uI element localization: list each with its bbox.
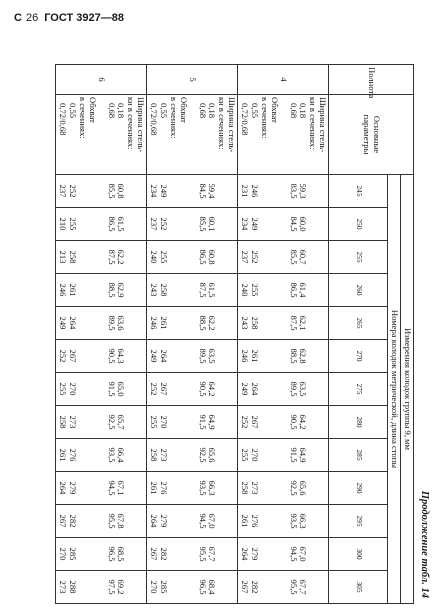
value-cell (238, 208, 329, 241)
table-row (56, 65, 147, 604)
value-cell (147, 241, 238, 274)
parameters-cell (238, 95, 329, 175)
header-last-numbers: Номера колодок метрической, длина стопы (388, 175, 401, 604)
value: 92,5 (288, 480, 299, 496)
value: 96,5 (106, 546, 117, 562)
table-body (56, 65, 329, 604)
value-cell (56, 373, 147, 406)
value: 267 (159, 382, 169, 396)
value: 273 (159, 448, 169, 462)
value: 60,0 (298, 216, 309, 232)
value: 279 (68, 481, 78, 495)
value-cell (238, 307, 329, 340)
value: 273 (58, 580, 69, 594)
value: 65,6 (298, 480, 309, 496)
parameter-line: в сечениях: (77, 97, 88, 139)
value: 255 (159, 250, 169, 264)
value: 249 (58, 316, 69, 330)
parameter-line: Обхват (87, 97, 98, 123)
value: 246 (149, 316, 160, 330)
value: 68,4 (207, 579, 218, 595)
value: 261 (250, 349, 260, 363)
table-row (238, 65, 329, 604)
size-header-265: 265 (329, 307, 388, 340)
value: 84,5 (197, 183, 208, 199)
value: 267 (250, 415, 260, 429)
parameter-line: 0,68 (197, 103, 208, 119)
value-cell (147, 175, 238, 208)
value-cell (56, 505, 147, 538)
parameters-cell (56, 95, 147, 175)
value-cell (56, 538, 147, 571)
parameter-line: 0,72/0,68 (240, 103, 251, 136)
rotated-table-block (17, 64, 432, 604)
size-header-300: 300 (329, 538, 388, 571)
value-cell (56, 208, 147, 241)
value: 255 (68, 217, 78, 231)
value: 258 (68, 250, 78, 264)
value: 276 (159, 481, 169, 495)
value: 90,5 (288, 414, 299, 430)
parameter-line: Ширина стель- (227, 97, 238, 153)
value: 261 (58, 448, 69, 462)
value: 97,5 (106, 579, 117, 595)
value: 87,5 (106, 249, 117, 265)
value: 64,2 (298, 414, 309, 430)
value: 89,5 (288, 381, 299, 397)
value-cell (238, 175, 329, 208)
value-cell (238, 439, 329, 472)
value: 91,5 (106, 381, 117, 397)
value: 279 (250, 547, 260, 561)
value-cell (238, 472, 329, 505)
value: 87,5 (197, 282, 208, 298)
value: 213 (58, 250, 69, 264)
value: 65,0 (116, 381, 127, 397)
value: 85,5 (197, 216, 208, 232)
value: 237 (149, 217, 160, 231)
value-cell (147, 307, 238, 340)
value: 249 (149, 349, 160, 363)
size-header-280: 280 (329, 406, 388, 439)
table-row (147, 65, 238, 604)
value-cell (56, 439, 147, 472)
parameter-line: Обхват (178, 97, 189, 123)
value: 60,8 (207, 249, 218, 265)
value: 210 (58, 217, 69, 231)
value: 91,5 (288, 447, 299, 463)
size-header-250: 250 (329, 208, 388, 241)
continuation-label: Продолжение табл. 14 (419, 490, 430, 598)
page-header (14, 12, 124, 24)
value: 255 (58, 382, 69, 396)
size-header-260: 260 (329, 274, 388, 307)
fullness-cell: 5 (147, 65, 238, 95)
value: 94,5 (197, 513, 208, 529)
size-header-270: 270 (329, 340, 388, 373)
value: 255 (250, 283, 260, 297)
value: 61,5 (207, 282, 218, 298)
value-cell (56, 571, 147, 604)
value-cell (238, 505, 329, 538)
value: 261 (159, 316, 169, 330)
value: 252 (250, 250, 260, 264)
parameter-line: 0,55 (68, 103, 78, 119)
value: 64,9 (207, 414, 218, 430)
value-cell (238, 241, 329, 274)
value: 240 (149, 250, 160, 264)
value: 261 (68, 283, 78, 297)
value: 270 (58, 547, 69, 561)
value: 270 (250, 448, 260, 462)
parameter-line: 0,18 (116, 103, 127, 119)
value-cell (147, 340, 238, 373)
value: 252 (58, 349, 69, 363)
value-cell (56, 406, 147, 439)
value: 67,0 (207, 513, 218, 529)
value-cell (238, 571, 329, 604)
value: 96,5 (197, 579, 208, 595)
value: 67,8 (116, 513, 127, 529)
parameter-line: ки в сечениях: (126, 97, 137, 150)
value: 93,5 (106, 447, 117, 463)
value: 258 (240, 481, 251, 495)
value: 276 (250, 514, 260, 528)
value: 62,8 (298, 348, 309, 364)
value: 88,5 (197, 315, 208, 331)
value: 65,6 (207, 447, 218, 463)
value: 264 (149, 514, 160, 528)
value: 95,5 (106, 513, 117, 529)
value-cell (56, 241, 147, 274)
value: 64,9 (298, 447, 309, 463)
value: 237 (240, 250, 251, 264)
value: 88,5 (288, 348, 299, 364)
value-cell (147, 274, 238, 307)
value: 255 (240, 448, 251, 462)
header-parameters: Основные параметры (329, 95, 414, 175)
value: 264 (159, 349, 169, 363)
size-header-305: 305 (329, 571, 388, 604)
value-cell (56, 175, 147, 208)
value: 89,5 (106, 315, 117, 331)
value-cell (147, 406, 238, 439)
value: 243 (240, 316, 251, 330)
value: 237 (58, 184, 69, 198)
value: 86,5 (197, 249, 208, 265)
parameter-line: 0,18 (207, 103, 218, 119)
size-header-295: 295 (329, 505, 388, 538)
value: 270 (68, 382, 78, 396)
header-group-measurements: Измерения колодок группы 9, мм (401, 175, 414, 604)
value: 95,5 (288, 579, 299, 595)
value: 261 (149, 481, 160, 495)
standard-title: ГОСТ 3927—88 (44, 12, 125, 24)
value: 246 (58, 283, 69, 297)
value: 62,9 (116, 282, 127, 298)
value: 92,5 (197, 447, 208, 463)
value: 249 (159, 184, 169, 198)
value: 252 (240, 415, 251, 429)
parameters-cell (147, 95, 238, 175)
value: 267 (58, 514, 69, 528)
parameter-line: ки в сечениях: (308, 97, 319, 150)
value: 264 (240, 547, 251, 561)
parameter-line: Обхват (269, 97, 280, 123)
value: 282 (159, 547, 169, 561)
value: 69,2 (116, 579, 127, 595)
value: 243 (149, 283, 160, 297)
value: 86,5 (288, 282, 299, 298)
value: 90,5 (106, 348, 117, 364)
value: 61,5 (116, 216, 127, 232)
parameter-line: 0,68 (288, 103, 299, 119)
size-header-275: 275 (329, 373, 388, 406)
value: 249 (250, 217, 260, 231)
fullness-cell: 4 (238, 65, 329, 95)
parameter-line: 0,72/0,68 (58, 103, 69, 136)
value: 93,5 (197, 480, 208, 496)
value: 264 (250, 382, 260, 396)
value: 94,5 (288, 546, 299, 562)
value: 93,5 (288, 513, 299, 529)
value-cell (56, 472, 147, 505)
value: 89,5 (197, 348, 208, 364)
value: 92,5 (106, 414, 117, 430)
value: 87,5 (288, 315, 299, 331)
parameter-line: Ширина стель- (318, 97, 329, 153)
parameter-line: 0,72/0,68 (149, 103, 160, 136)
value: 234 (240, 217, 251, 231)
value: 65,7 (116, 414, 127, 430)
value-cell (147, 439, 238, 472)
value: 270 (149, 580, 160, 594)
value: 68,5 (116, 546, 127, 562)
value: 258 (58, 415, 69, 429)
value: 240 (240, 283, 251, 297)
value: 252 (149, 382, 160, 396)
value-cell (238, 274, 329, 307)
value-cell (238, 340, 329, 373)
value: 267 (68, 349, 78, 363)
value-cell (238, 373, 329, 406)
value: 66,3 (298, 513, 309, 529)
value: 62,2 (207, 315, 218, 331)
size-header-290: 290 (329, 472, 388, 505)
value: 85,5 (106, 183, 117, 199)
fullness-cell: 6 (56, 65, 147, 95)
value: 63,6 (116, 315, 127, 331)
value: 264 (68, 316, 78, 330)
value: 62,2 (116, 249, 127, 265)
value-cell (147, 538, 238, 571)
value-cell (147, 373, 238, 406)
value: 273 (250, 481, 260, 495)
value: 279 (159, 514, 169, 528)
value: 267 (240, 580, 251, 594)
value: 67,0 (298, 546, 309, 562)
value-cell (147, 472, 238, 505)
value: 60,1 (207, 216, 218, 232)
size-header-255: 255 (329, 241, 388, 274)
page-number: 26 (25, 12, 39, 24)
value: 282 (250, 580, 260, 594)
value-cell (147, 208, 238, 241)
value: 66,4 (116, 447, 127, 463)
value: 276 (68, 448, 78, 462)
value: 64,2 (207, 381, 218, 397)
value: 252 (68, 184, 78, 198)
value: 86,5 (106, 216, 117, 232)
header-letter: С (14, 12, 22, 24)
value: 258 (149, 448, 160, 462)
value: 258 (159, 283, 169, 297)
value-cell (147, 571, 238, 604)
value: 282 (68, 514, 78, 528)
parameter-line: 0,55 (159, 103, 169, 119)
size-header-245: 245 (329, 175, 388, 208)
value: 252 (159, 217, 169, 231)
value: 84,5 (288, 216, 299, 232)
value: 91,5 (197, 414, 208, 430)
value-cell (238, 538, 329, 571)
value: 59,4 (207, 183, 218, 199)
value: 90,5 (197, 381, 208, 397)
value: 85,5 (288, 249, 299, 265)
value: 95,5 (197, 546, 208, 562)
value: 285 (159, 580, 169, 594)
value: 249 (240, 382, 251, 396)
parameter-line: 0,68 (106, 103, 117, 119)
value: 64,3 (116, 348, 127, 364)
value-cell (238, 406, 329, 439)
value: 60,8 (116, 183, 127, 199)
value: 255 (149, 415, 160, 429)
value: 67,1 (116, 480, 127, 496)
value: 63,5 (298, 381, 309, 397)
value: 258 (250, 316, 260, 330)
value: 94,5 (106, 480, 117, 496)
value-cell (147, 505, 238, 538)
header-fullness: Полнота (329, 65, 414, 95)
value: 270 (159, 415, 169, 429)
value: 288 (68, 580, 78, 594)
value: 67,7 (207, 546, 218, 562)
value: 63,5 (207, 348, 218, 364)
value: 264 (58, 481, 69, 495)
value-cell (56, 307, 147, 340)
value: 62,1 (298, 315, 309, 331)
value: 88,5 (106, 282, 117, 298)
value: 61,4 (298, 282, 309, 298)
value-cell (56, 274, 147, 307)
value-cell (56, 340, 147, 373)
value: 59,3 (298, 183, 309, 199)
value: 234 (149, 184, 160, 198)
value: 60,7 (298, 249, 309, 265)
value: 83,5 (288, 183, 299, 199)
parameter-line: в сечениях: (259, 97, 270, 139)
value: 273 (68, 415, 78, 429)
size-table (55, 64, 414, 604)
parameter-line: 0,18 (298, 103, 309, 119)
parameter-line: в сечениях: (168, 97, 179, 139)
parameter-line: 0,55 (250, 103, 260, 119)
value: 285 (68, 547, 78, 561)
size-header-285: 285 (329, 439, 388, 472)
value: 231 (240, 184, 251, 198)
value: 246 (250, 184, 260, 198)
value: 261 (240, 514, 251, 528)
parameter-line: ки в сечениях: (217, 97, 228, 150)
parameter-line: Ширина стель- (136, 97, 147, 153)
value: 267 (149, 547, 160, 561)
value: 246 (240, 349, 251, 363)
value: 67,7 (298, 579, 309, 595)
value: 66,3 (207, 480, 218, 496)
